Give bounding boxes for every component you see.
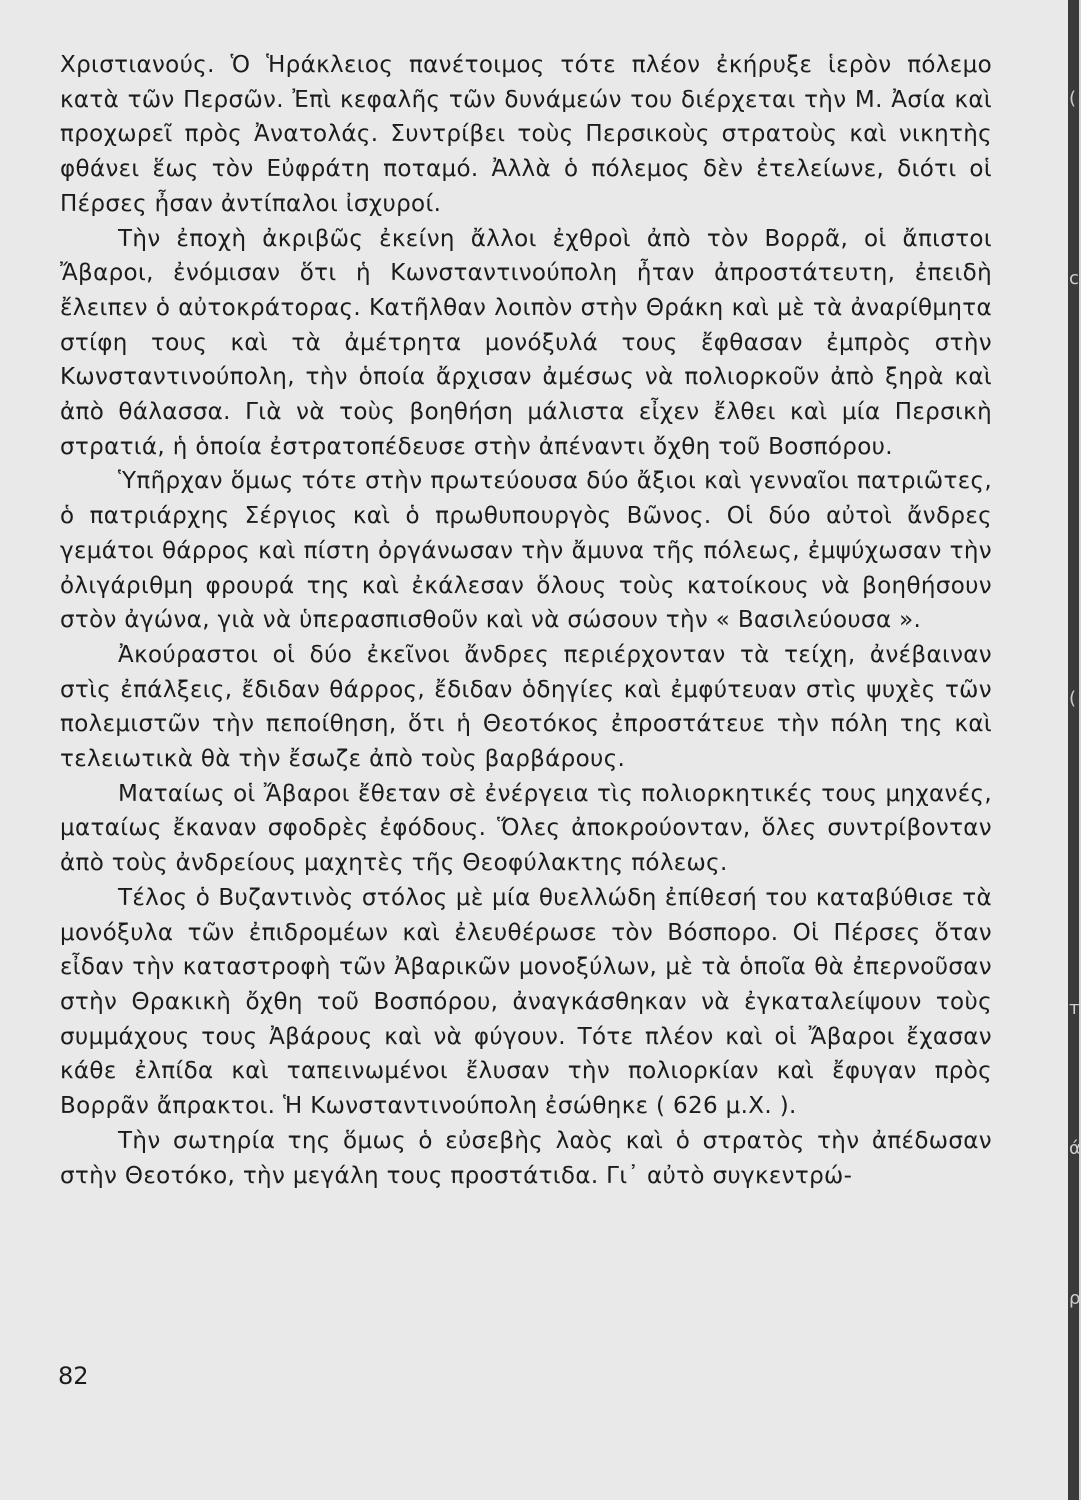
paragraph-5: Ματαίως οἱ Ἄβαροι ἔθεταν σὲ ἐνέργεια τὶς πολιορκητικές τους μηχανές, ματαίως ἔκαναν σφοδρὲς ἐφόδους. Ὅλες ἀποκρούονταν, ὅλες συντρίβονταν ἀπὸ τοὺς ἀνδρείους μαχητὲς τῆς Θεοφύλακτης πόλεως. <box>60 780 992 877</box>
edge-glyph: т <box>1069 998 1080 1019</box>
page-number: 82 <box>58 1362 89 1390</box>
paragraph-2: Τὴν ἐποχὴ ἀκριβῶς ἐκείνη ἄλλοι ἐχθροὶ ἀπὸ τὸν Βορρᾶ, οἱ ἄπιστοι Ἄβαροι, ἐνόμισαν ὅτι ἡ Κωνσταντινούπολη ἦταν ἀπροστάτευτη, ἐπειδὴ ἔλειπεν ὁ αὐτοκράτορας. Κατῆλθαν λοιπὸν στὴν Θράκη καὶ μὲ τὰ ἀναρίθμητα στίφη τους καὶ τὰ ἀμέτρητα μονόξυλά τους ἔφθασαν ἐμπρὸς στὴν Κωνσταντινούπολη, τὴν ὁποία ἄρχισαν ἀμέσως νὰ πολιορκοῦν ἀπὸ ξηρὰ καὶ ἀπὸ θάλασσα. Γιὰ νὰ τοὺς βοηθήση μάλιστα εἶχεν ἔλθει καὶ μία Περσικὴ στρατιά, ἡ ὁποία ἐστρατοπέδευσε στὴν ἀπέναντι ὄχθη τοῦ Βοσπόρου. <box>60 225 992 460</box>
edge-glyph: c <box>1069 268 1079 289</box>
edge-glyph: ά <box>1069 1138 1081 1159</box>
paragraph-1: Χριστιανούς. Ὁ Ἡράκλειος πανέτοιμος τότε πλέον ἐκήρυξε ἱερὸν πόλεμο κατὰ τῶν Περσῶν. Ἐπὶ κεφαλῆς τῶν δυνάμεών του διέρχεται τὴν Μ. Ἀσία καὶ προχωρεῖ πρὸς Ἀνατολάς. Συντρίβει τοὺς Περσικοὺς στρατοὺς καὶ νικητὴς φθάνει ἕως τὸν Εὐφράτη ποταμό. Ἀλλὰ ὁ πόλεμος δὲν ἐτελείωνε, διότι οἱ Πέρσες ἦσαν ἀντίπαλοι ἰσχυροί. <box>60 52 992 217</box>
paragraph-6: Τέλος ὁ Βυζαντινὸς στόλος μὲ μία θυελλώδη ἐπίθεσή του καταβύθισε τὰ μονόξυλα τῶν ἐπιδρομέων καὶ ἐλευθέρωσε τὸν Βόσπορο. Οἱ Πέρσες ὅταν εἶδαν τὴν καταστροφὴ τῶν Ἀβαρικῶν μονοξύλων, μὲ τὰ ὁποῖα θὰ ἐπερνοῦσαν στὴν Θρακικὴ ὄχθη τοῦ Βοσπόρου, ἀναγκάσθηκαν νὰ ἐγκαταλείψουν τοὺς συμμάχους τους Ἀβάρους καὶ νὰ φύγουν. Τότε πλέον καὶ οἱ Ἄβαροι ἔχασαν κάθε ἐλπίδα καὶ ταπεινωμένοι ἔλυσαν τὴν πολιορκίαν καὶ ἔφυγαν πρὸς Βορρᾶν ἄπρακτοι. Ἡ Κωνσταντινούπολη ἐσώθηκε ( 626 μ.Χ. ). <box>60 884 992 1120</box>
paragraph-7: Τὴν σωτηρία της ὅμως ὁ εὐσεβὴς λαὸς καὶ ὁ στρατὸς τὴν ἀπέδωσαν στὴν Θεοτόκο, τὴν μεγάλη τους προστάτιδα. Γι᾿ αὐτὸ συγκεντρώ- <box>60 1127 992 1189</box>
edge-glyph: ( <box>1069 88 1077 109</box>
edge-glyph: ( <box>1069 688 1077 709</box>
paragraph-4: Ἀκούραστοι οἱ δύο ἐκεῖνοι ἄνδρες περιέρχονταν τὰ τείχη, ἀνέβαιναν στὶς ἐπάλξεις, ἔδιδαν θάρρος, ἔδιδαν ὁδηγίες καὶ ἐμφύτευαν στὶς ψυχὲς τῶν πολεμιστῶν τὴν πεποίθηση, ὅτι ἡ Θεοτόκος ἐπροστάτευε τὴν πόλη της καὶ τελειωτικὰ θὰ τὴν ἔσωζε ἀπὸ τοὺς βαρβάρους. <box>60 641 992 773</box>
body-text <box>60 48 992 1193</box>
edge-glyph: ρ <box>1069 1288 1081 1309</box>
next-page-edge <box>1068 0 1079 1500</box>
paragraph-3: Ὑπῆρχαν ὅμως τότε στὴν πρωτεύουσα δύο ἄξιοι καὶ γενναῖοι πατριῶτες, ὁ πατριάρχης Σέργιος καὶ ὁ πρωθυπουργὸς Βῶνος. Οἱ δύο αὐτοὶ ἄνδρες γεμάτοι θάρρος καὶ πίστη ὀργάνωσαν τὴν ἄμυνα τῆς πόλεως, ἐμψύχωσαν τὴν ὀλιγάριθμη φρουρά της καὶ ἐκάλεσαν ὅλους τοὺς κατοίκους νὰ βοηθήσουν στὸν ἀγώνα, γιὰ νὰ ὑπερασπισθοῦν καὶ νὰ σώσουν τὴν « Βασιλεύουσα ». <box>60 468 992 634</box>
